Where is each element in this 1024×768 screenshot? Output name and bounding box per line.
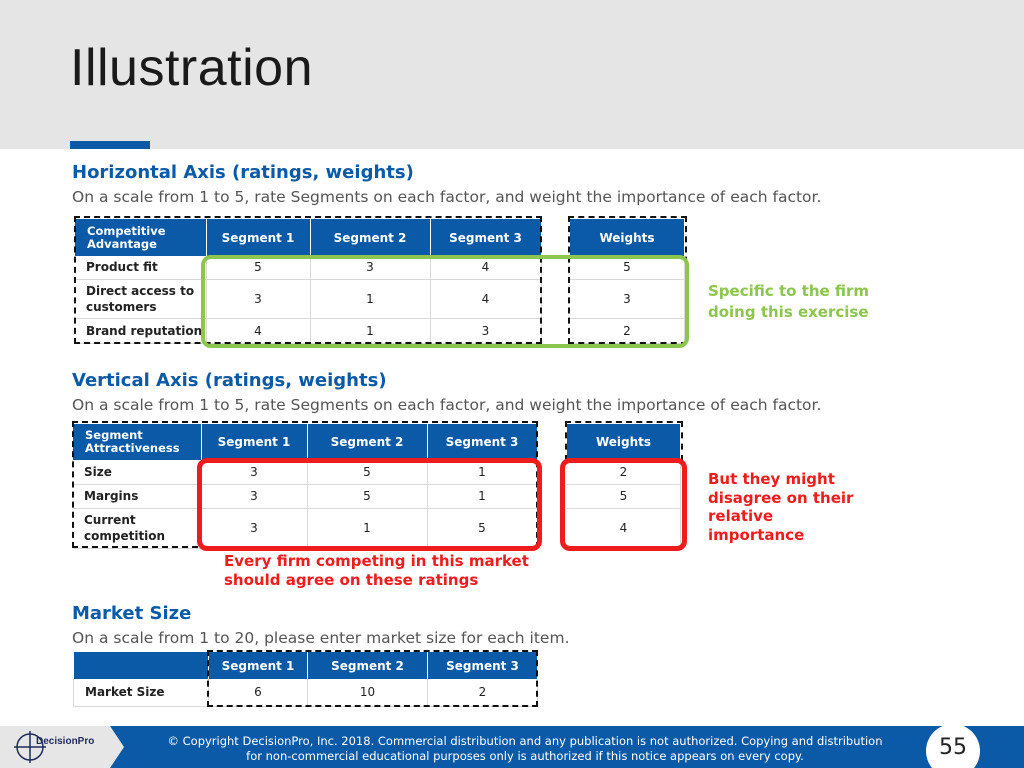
column-header-segment-1: Segment 1 xyxy=(209,652,308,679)
rating-cell[interactable]: 5 xyxy=(427,508,537,548)
horizontal-axis-subtitle: On a scale from 1 to 5, rate Segments on each factor, and weight the importance of each factor. xyxy=(72,188,822,206)
rating-cell[interactable]: 4 xyxy=(430,279,541,318)
ratings-agreement-note: Every firm competing in this market should agree on these ratings xyxy=(224,552,529,589)
horizontal-axis-heading: Horizontal Axis (ratings, weights) xyxy=(72,162,414,183)
row-label: Margins xyxy=(73,484,201,508)
row-label: Brand reputation xyxy=(75,318,206,343)
red-highlight-ratings-box xyxy=(197,458,542,551)
column-header-segment-1: Segment 1 xyxy=(206,219,310,256)
rating-cell[interactable]: 3 xyxy=(206,279,310,318)
slide-title: Illustration xyxy=(70,39,313,97)
weight-cell[interactable]: 2 xyxy=(567,460,681,484)
column-header-segment-2: Segment 2 xyxy=(310,219,430,256)
weights-disagreement-note: But they might disagree on their relative importance xyxy=(708,470,854,544)
table-corner-header: Segment Attractiveness xyxy=(73,424,201,460)
compass-icon xyxy=(12,729,48,765)
column-header-segment-3: Segment 3 xyxy=(427,424,537,460)
rating-cell[interactable]: 3 xyxy=(201,484,307,508)
row-label: Product fit xyxy=(75,256,206,279)
decisionpro-logo: DecisionPro xyxy=(36,736,95,747)
weight-cell[interactable]: 4 xyxy=(567,508,681,548)
market-size-cell[interactable]: 2 xyxy=(428,679,538,706)
copyright-notice xyxy=(140,734,910,764)
weight-cell[interactable]: 5 xyxy=(567,484,681,508)
weight-cell[interactable]: 2 xyxy=(570,318,685,343)
row-label: Direct access to customers xyxy=(75,279,206,318)
dashed-outline xyxy=(565,421,683,461)
copyright-line: for non-commercial educational purposes only is authorized if this notice appears on every copy. xyxy=(246,749,804,763)
weight-cell[interactable]: 5 xyxy=(570,256,685,279)
rating-cell[interactable]: 3 xyxy=(201,460,307,484)
firm-specific-note: Specific to the firm doing this exercise xyxy=(708,282,870,321)
green-highlight-box xyxy=(201,255,689,348)
column-header-segment-3: Segment 3 xyxy=(430,219,541,256)
rating-cell[interactable]: 3 xyxy=(310,256,430,279)
rating-cell[interactable]: 1 xyxy=(310,318,430,343)
column-header-segment-1: Segment 1 xyxy=(201,424,307,460)
weight-cell[interactable]: 3 xyxy=(570,279,685,318)
red-highlight-weights-box xyxy=(560,458,687,551)
rating-cell[interactable]: 5 xyxy=(307,484,427,508)
rating-cell[interactable]: 1 xyxy=(307,508,427,548)
copyright-line: © Copyright DecisionPro, Inc. 2018. Commercial distribution and any publication is not authorized. Copying and distribution xyxy=(167,734,883,748)
row-label: Current competition xyxy=(73,508,201,548)
column-header-segment-2: Segment 2 xyxy=(308,652,428,679)
rating-cell[interactable]: 4 xyxy=(430,256,541,279)
dashed-outline xyxy=(207,650,538,707)
market-size-cell[interactable]: 10 xyxy=(308,679,428,706)
column-header-segment-3: Segment 3 xyxy=(428,652,538,679)
weights-header: Weights xyxy=(567,424,681,460)
market-size-subtitle: On a scale from 1 to 20, please enter market size for each item. xyxy=(72,629,570,647)
rating-cell[interactable]: 3 xyxy=(201,508,307,548)
page-number: 55 xyxy=(939,735,967,760)
rating-cell[interactable]: 1 xyxy=(310,279,430,318)
vertical-axis-heading: Vertical Axis (ratings, weights) xyxy=(72,370,387,391)
row-label: Size xyxy=(73,460,201,484)
rating-cell[interactable]: 4 xyxy=(206,318,310,343)
rating-cell[interactable]: 5 xyxy=(206,256,310,279)
column-header-segment-2: Segment 2 xyxy=(307,424,427,460)
market-size-cell[interactable]: 6 xyxy=(209,679,308,706)
table-corner-header: Competitive Advantage xyxy=(75,219,206,256)
rating-cell[interactable]: 1 xyxy=(427,460,537,484)
weights-header: Weights xyxy=(570,219,685,256)
table-corner-header xyxy=(74,652,209,679)
row-label: Market Size xyxy=(74,679,209,706)
market-size-heading: Market Size xyxy=(72,603,192,624)
rating-cell[interactable]: 5 xyxy=(307,460,427,484)
rating-cell[interactable]: 1 xyxy=(427,484,537,508)
rating-cell[interactable]: 3 xyxy=(430,318,541,343)
vertical-axis-subtitle: On a scale from 1 to 5, rate Segments on each factor, and weight the importance of each factor. xyxy=(72,396,822,414)
title-accent-bar xyxy=(70,141,150,149)
